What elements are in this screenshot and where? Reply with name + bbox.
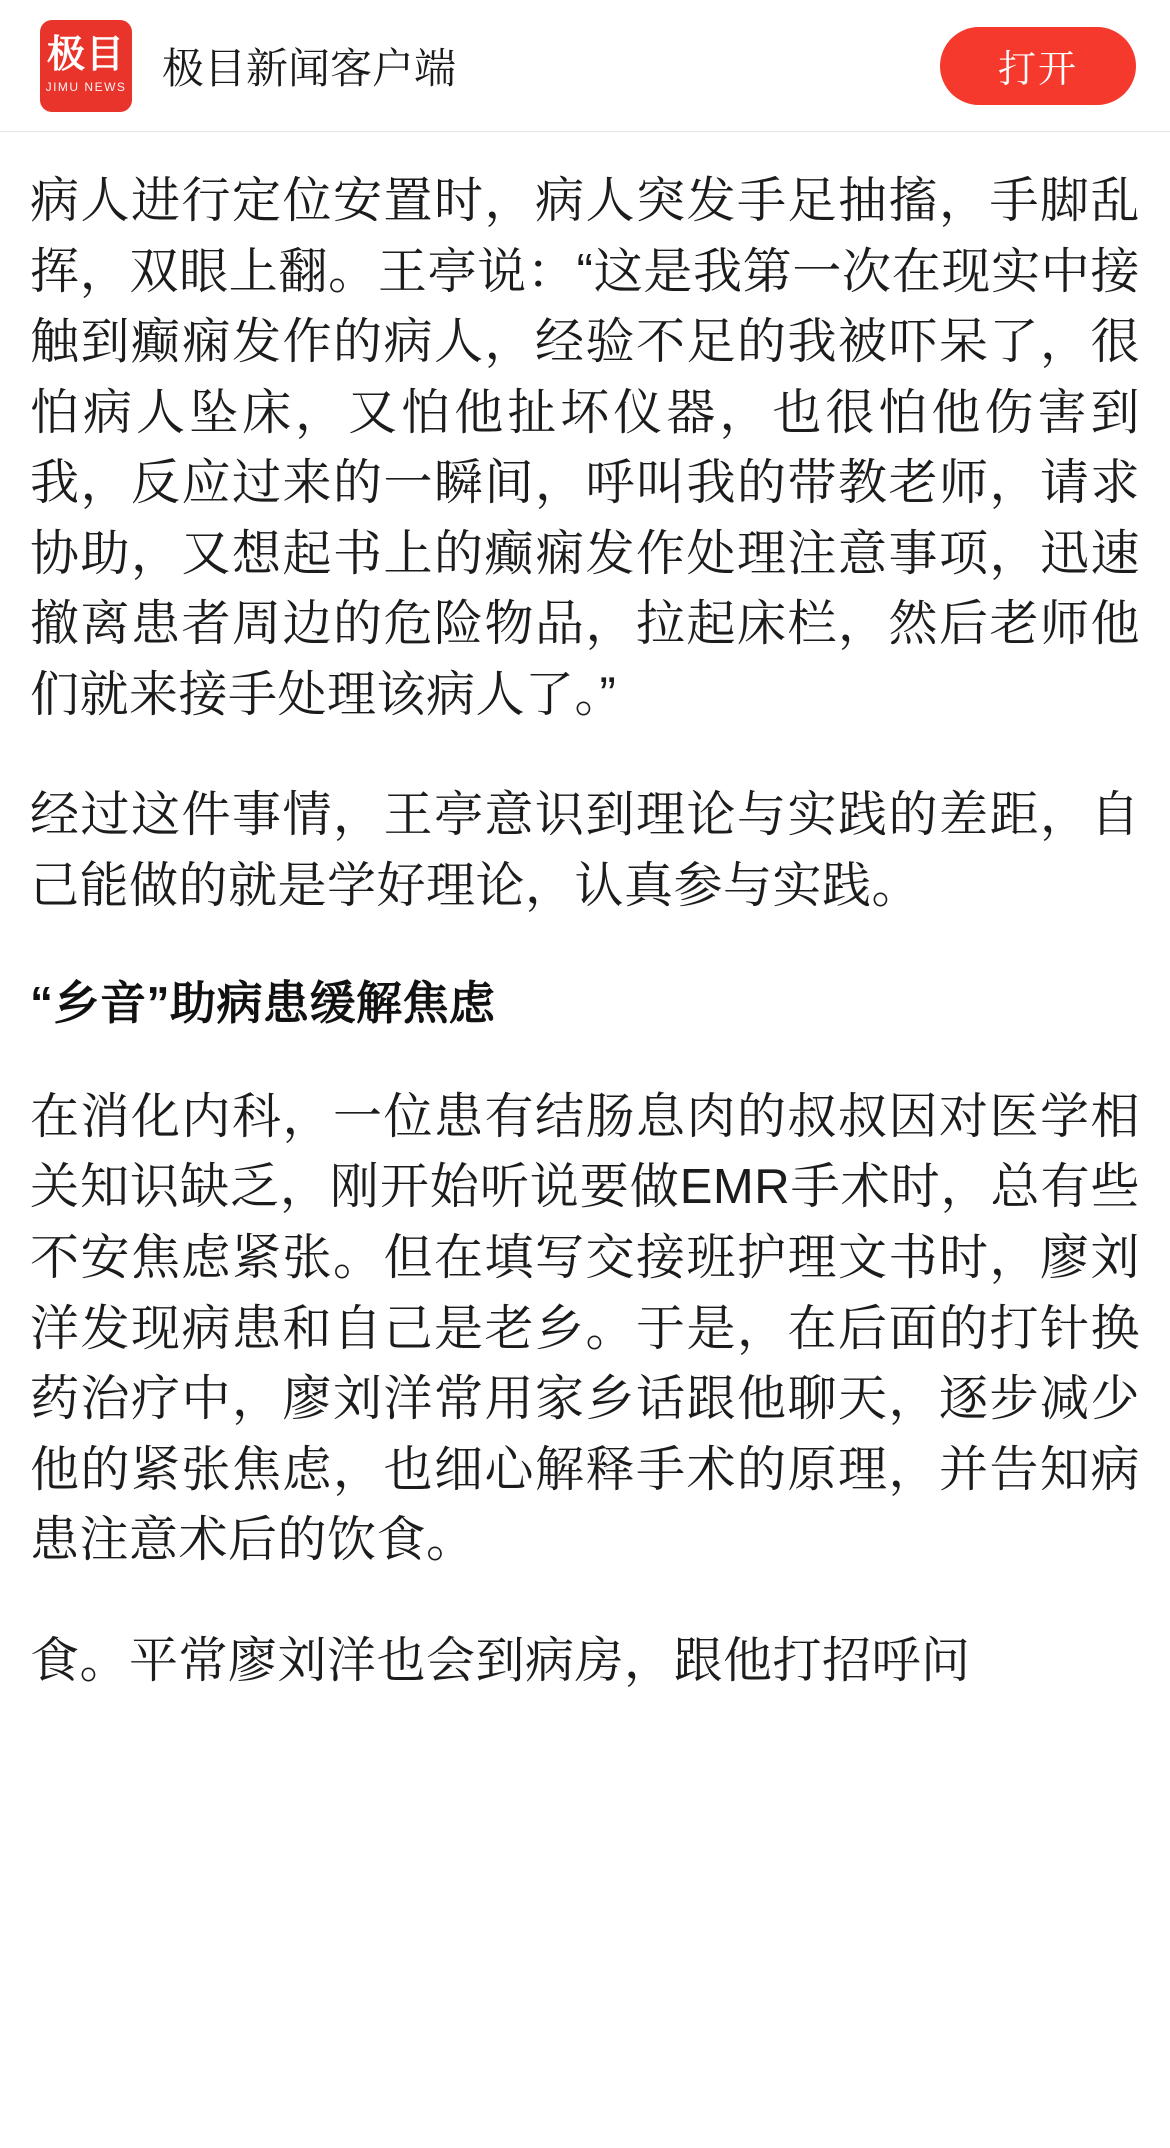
article-paragraph: 经过这件事情，王亭意识到理论与实践的差距，自己能做的就是学好理论，认真参与实践。	[30, 788, 1140, 913]
article-paragraph-partial: 食。平常廖刘洋也会到病房，跟他打招呼问	[30, 1633, 971, 1688]
logo-text-en: JIMU NEWS	[45, 79, 127, 94]
article-subheading: “乡音”助病患缓解焦虑	[30, 977, 496, 1030]
article-paragraph: 在消化内科，一位患有结肠息肉的叔叔因对医学相关知识缺乏，刚开始听说要做EMR手术时，总有些不安焦虑紧张。但在填写交接班护理文书时，廖刘洋发现病患和自己是老乡。于是，在后面的打针换药治疗中，廖刘洋常用家乡话跟他聊天，逐步减少他的紧张焦虑，也细心解释手术的原理，并告知病患注意术后的饮食。	[30, 1089, 1140, 1568]
open-app-button[interactable]: 打开	[940, 27, 1136, 105]
app-title: 极目新闻客户端	[162, 44, 457, 92]
article-paragraph: 病人进行定位安置时，病人突发手足抽搐，手脚乱挥，双眼上翻。王亭说：“这是我第一次在现实中接触到癫痫发作的病人，经验不足的我被吓呆了，很怕病人坠床，又怕他扯坏仪器，也很怕他伤害到我，反应过来的一瞬间，呼叫我的带教老师，请求协助，又想起书上的癫痫发作处理注意事项，迅速撤离患者周边的危险物品，拉起床栏，然后老师他们就来接手处理该病人了。”	[30, 174, 1140, 722]
app-header	[0, 0, 1170, 132]
logo-text-cn: 极目	[46, 33, 125, 76]
article-body	[0, 132, 1170, 1696]
jimu-news-logo[interactable]	[40, 20, 132, 112]
